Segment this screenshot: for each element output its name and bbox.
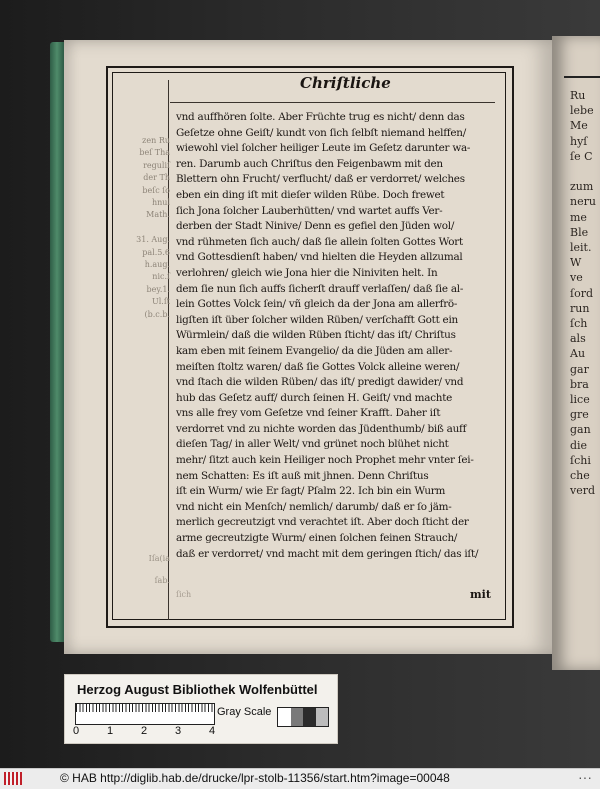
ruler-scale — [75, 703, 215, 725]
body-line: iſt ein Wurm/ wie Er ſagt/ Pſalm 22. Ich bin ein Wurm — [176, 485, 446, 498]
body-line: hub das Geſetz auff/ durch ſeinen H. Geiſt/ vnd machte — [176, 391, 453, 404]
body-line: nem Schatten: Es iſt auß mit jhnen. Denn Chriſtus — [176, 469, 429, 482]
body-line: vns alle frey vom Geſetze vnd ſeiner Krafft. Daher iſt — [176, 407, 441, 420]
body-line: Blettern ohn Frucht/ verflucht/ daß er verdorret/ welches — [176, 173, 465, 186]
running-head: Chriſtliche — [300, 74, 391, 92]
library-label-title: Herzog August Bibliothek Wolfenbüttel — [77, 682, 318, 697]
body-line: meiſten ſtoltz waren/ daß ſie Gottes Volck alleine weren/ — [176, 360, 460, 373]
ellipsis-icon[interactable]: ··· — [578, 769, 592, 785]
body-line: verdorret vnd zu nichte worden das Jüdenthumb/ biß auff — [176, 422, 467, 435]
gray-swatch — [291, 708, 304, 726]
ruler-numbers — [73, 725, 223, 739]
next-page-top-rule — [564, 76, 600, 78]
ruler-number: 2 — [141, 725, 148, 737]
body-line: Würmlein/ daß die wilden Rüben ſticht/ das iſt/ Chriſtus — [176, 329, 456, 342]
ruler-number: 4 — [209, 725, 216, 737]
body-line: arme gecreutzigte Wurm/ einen ſolchen feinen Strauch/ — [176, 532, 458, 545]
body-line: vnd nicht ein Menſch/ nemlich/ darumb/ daß er ſo jäm- — [176, 500, 452, 513]
next-page-fragment-text: Ru lebe Me hyſ ſe C zum neru me Ble leit. W ve ſord run ſch als Au gar bra lice gre gan die ſchi che verd — [570, 89, 596, 498]
marginal-notes-lower: Iſa(ia ſab. — [148, 554, 170, 585]
marginal-notes: zen Ru beſ Tha reguliſ der Th beſc ſo hnul Math. 31. Aug. pal.5.6 h.aug. nic.ſ bey.1. Ul.ſt (b.c.b. — [136, 136, 170, 319]
book-spine-edge — [50, 42, 64, 642]
ruler-number: 0 — [73, 725, 80, 737]
body-line: vnd ſtach die wilden Rüben/ das iſt/ predigt dawider/ vnd — [176, 376, 464, 389]
body-line: verlohren/ gleich wie Jona hier die Niniviten helt. In — [176, 266, 438, 279]
body-line: vnd rühmeten ſich auch/ daß ſie allein ſolten Gottes Wort — [176, 235, 463, 248]
gray-scale-label: Gray Scale — [217, 706, 272, 718]
body-line: dieſen Tag/ in aller Welt/ vnd grünet noch blühet nicht — [176, 438, 449, 451]
faint-mark: ſich — [176, 590, 192, 599]
catchword: mit — [470, 588, 491, 601]
body-line: mehr/ ſitzt auch kein Heiliger noch Prophet mehr vnter ſei- — [176, 454, 474, 467]
body-line: ren. Darumb auch Chriſtus den Feigenbawm mit den — [176, 157, 443, 170]
gray-swatch — [303, 708, 316, 726]
status-bar — [0, 768, 600, 789]
gray-swatch — [278, 708, 291, 726]
body-line: Geſetze ohne Geiſt/ kundt von ſich ſelbſt niemand helffen/ — [176, 126, 466, 139]
body-line: kam eben mit ſeinem Evangelio/ da die Jüden am aller- — [176, 344, 453, 357]
library-label-card — [64, 674, 338, 744]
body-line: wiewohl viel ſolcher heiliger Leute im Geſetz darunter wa- — [176, 142, 471, 155]
body-line: dem ſie nun ſich auffs ſicherſt drauff verlaſſen/ daß ſie al- — [176, 282, 464, 295]
body-line: derben der Stadt Ninive/ Denn es gefiel den Jüden wol/ — [176, 220, 455, 233]
body-line: lein Gottes Volck ſein/ vñ gleich da der Jona am allerfrö- — [176, 298, 458, 311]
body-text — [176, 110, 498, 562]
gray-scale-swatches — [277, 707, 329, 727]
source-url[interactable]: © HAB http://diglib.hab.de/drucke/lpr-stolb-11356/start.htm?image=00048 — [60, 771, 450, 785]
body-line: merlich gecreutzigt vnd verachtet iſt. Aber doch ſticht der — [176, 516, 469, 529]
body-line: vnd Gottesdienſt haben/ vnd hielten die Heyden allzumal — [176, 251, 463, 264]
body-line: ligſten iſt über ſolcher wilden Rüben/ verſchafft Gott ein — [176, 313, 458, 326]
next-page-edge — [552, 36, 600, 670]
gray-swatch — [316, 708, 329, 726]
body-line: eben ein ding iſt mit dieſer wilden Rübe. Doch frewet — [176, 188, 445, 201]
body-line: ſich Jona ſolcher Lauberhütten/ vnd wartet auffs Ver- — [176, 204, 443, 217]
header-rule — [170, 102, 495, 103]
ruler-number: 3 — [175, 725, 182, 737]
ruler-number: 1 — [107, 725, 114, 737]
hab-logo-icon — [4, 772, 22, 785]
body-line: daß er verdorret/ vnd macht mit dem geringen ſtich/ das iſt/ — [176, 547, 479, 560]
body-line: vnd auffhören ſolte. Aber Früchte trug es nicht/ denn das — [176, 111, 465, 123]
